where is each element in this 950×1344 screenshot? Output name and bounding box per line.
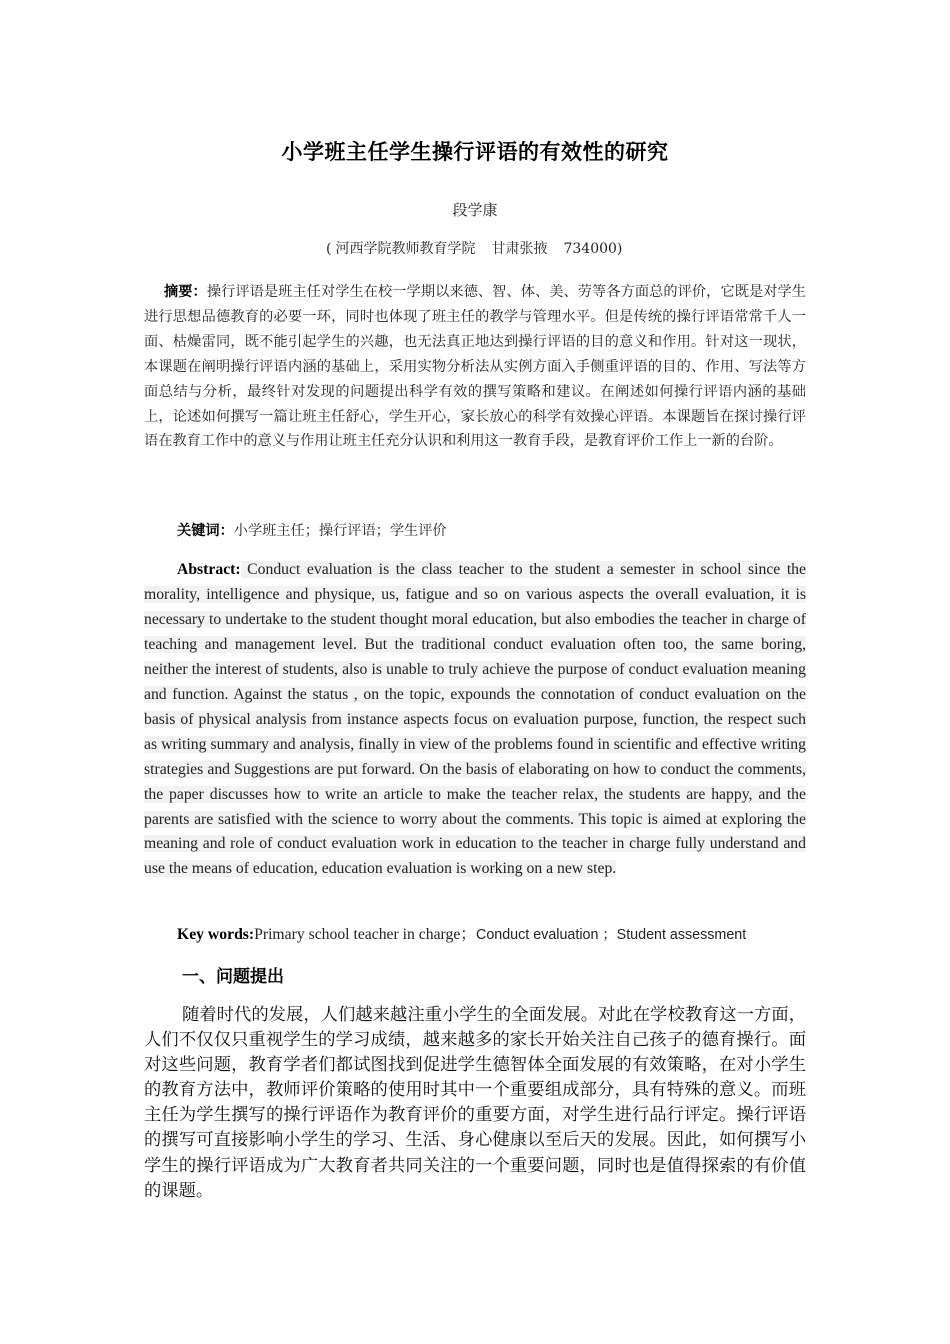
english-abstract-text: Conduct evaluation is the class teacher to the student a semester in school since the morality, intelligence and physique, us, fatigue and so on various aspects the overall evaluation, it is necessary to undertake to the student thought moral education, but also embodies the teacher in charge of teaching and management level. But the traditional conduct evaluation often too, the same boring, neither the interest of students, also is unable to truly achieve the purpose of conduct evaluation meaning and function. Against the status , on the topic, expounds the connotation of conduct evaluation on the basis of physical analysis from instance aspects focus on evaluation purpose, function, the respect such as writing summary and analysis, finally in view of the problems found in scientific and effective writing strategies and Suggestions are put forward. On the basis of elaborating on how to conduct the comments, the paper discusses how to write an article to make the teacher relax, the students are happy, and the parents are satisfied with the science to worry about the comments. This topic is aimed at exploring the meaning and role of conduct evaluation work in education to the teacher in charge fully understand and use the means of education, education evaluation is working on a new step. [144,561,806,878]
english-keyword-2: Conduct evaluation ；Student assessment [476,927,747,943]
chinese-abstract [144,280,806,454]
chinese-keywords-text: 小学班主任；操行评语；学生评价 [233,523,447,539]
english-abstract [144,558,806,882]
section-heading: 一、问题提出 [182,967,284,987]
english-abstract-label: Abstract: [177,561,241,578]
affiliation-city: 甘肃张掖 [491,241,548,257]
affiliation-open-paren: ( [326,241,332,257]
chinese-abstract-label: 摘要： [164,284,207,300]
affiliation-postcode: 734000 [563,241,617,257]
english-keyword-1: Primary school teacher in charge； [254,926,476,943]
english-keywords-label: Key words: [177,926,255,943]
affiliation-institution: 河西学院教师教育学院 [335,241,476,257]
section-paragraph: 随着时代的发展，人们越来越注重小学生的全面发展。对此在学校教育这一方面，人们不仅仅只重视学生的学习成绩，越来越多的家长开始关注自己孩子的德育操行。面对这些问题，教育学者们都试图找到促进学生德智体全面发展的有效策略，在对小学生的教育方法中，教师评价策略的使用时其中一个重要组成部分，具有特殊的意义。而班主任为学生撰写的操行评语作为教育评价的重要方面，对学生进行品行评定。操行评语的撰写可直接影响小学生的学习、生活、身心健康以至后天的发展。因此，如何撰写小学生的操行评语成为广大教育者共同关注的一个重要问题，同时也是值得探索的有价值的课题。 [144,1005,806,1201]
affiliation-close-paren: ) [616,241,623,257]
chinese-keywords-label: 关键词： [177,523,234,539]
english-keywords [144,924,806,946]
paper-title: 小学班主任学生操行评语的有效性的研究 [281,140,669,164]
chinese-abstract-text: 操行评语是班主任对学生在校一学期以来德、智、体、美、劳等各方面总的评价，它既是对学生进行思想品德教育的必要一环，同时也体现了班主任的教学与管理水平。但是传统的操行评语常常千人一面、枯燥雷同，既不能引起学生的兴趣，也无法真正地达到操行评语的目的意义和作用。针对这一现状，本课题在阐明操行评语内涵的基础上，采用实物分析法从实例方面入手侧重评语的目的、作用、写法等方面总结与分析，最终针对发现的问题提出科学有效的撰写策略和建议。在阐述如何操行评语内涵的基础上，论述如何撰写一篇让班主任舒心，学生开心，家长放心的科学有效操心评语。本课题旨在探讨操行评语在教育工作中的意义与作用让班主任充分认识和利用这一教育手段，是教育评价工作上一新的台阶。 [144,284,806,450]
chinese-keywords [144,520,806,542]
author-affiliation [326,238,626,258]
author-name: 段学康 [452,201,498,219]
